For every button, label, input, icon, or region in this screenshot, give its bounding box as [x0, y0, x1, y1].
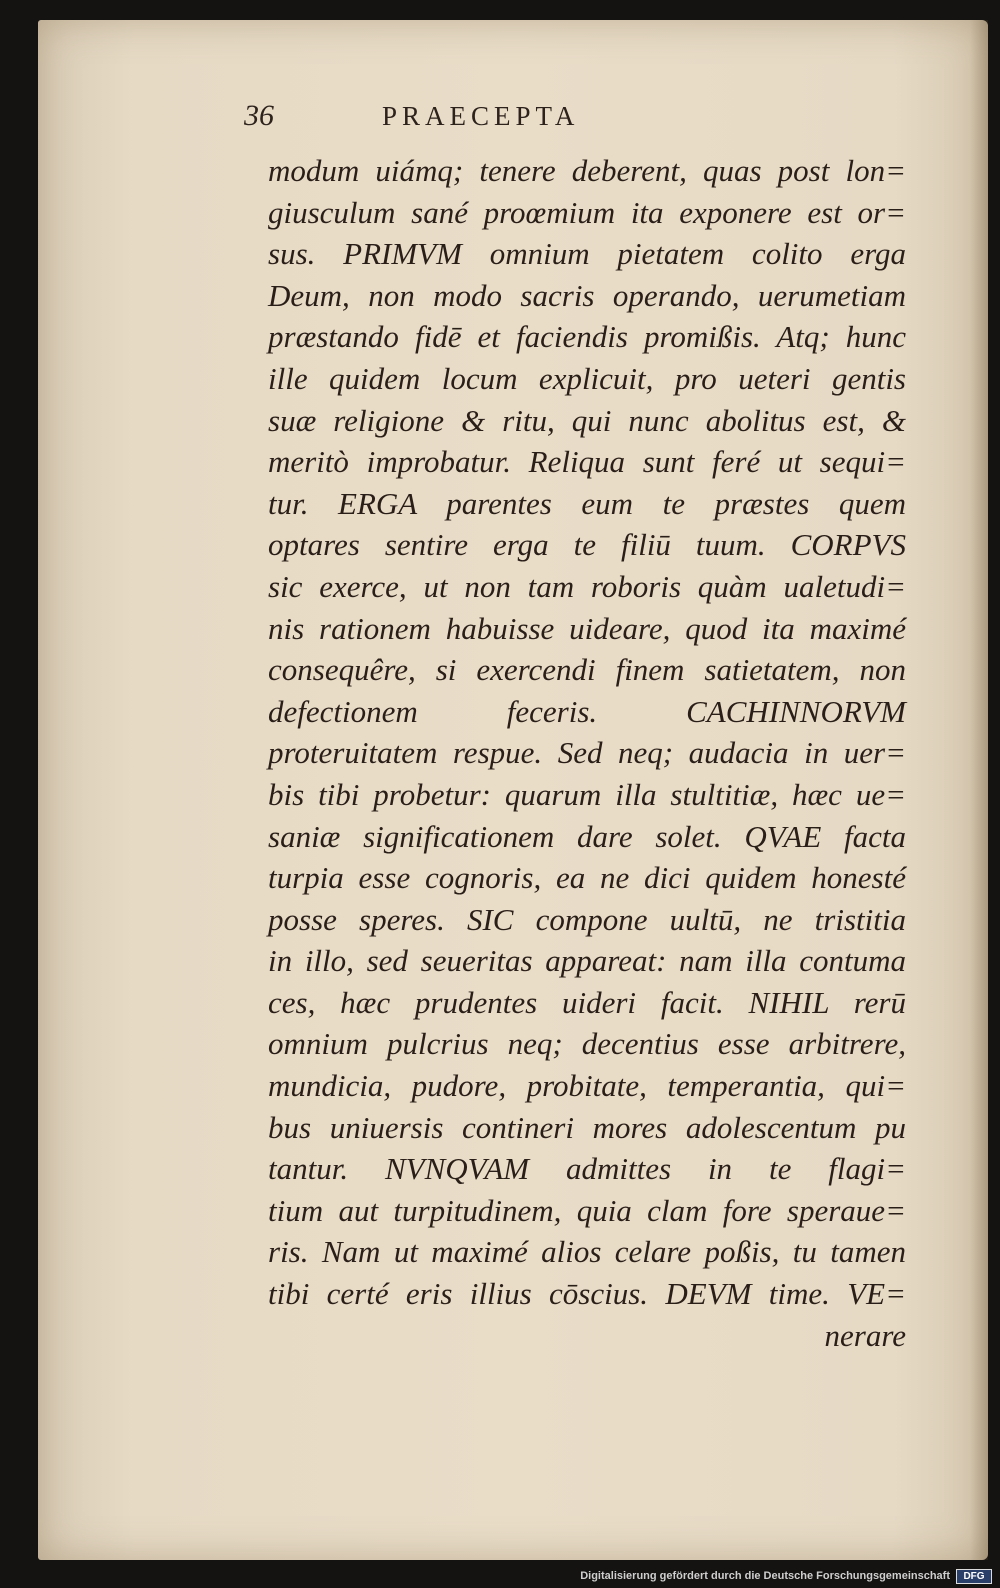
- text-line: proteruitatem respue. Sed neq; audacia in uer=: [268, 735, 906, 771]
- page-number: 36: [244, 99, 274, 132]
- text-line: defectionem feceris. CACHINNORVM: [268, 693, 906, 729]
- text-line: bis tibi probetur: quarum illa stultitiæ, hæc ue=: [268, 776, 906, 812]
- text-line: tium aut turpitudinem, quia clam fore speraue=: [268, 1192, 906, 1228]
- text-line: bus uniuersis contineri mores adolescentum pu: [268, 1109, 906, 1145]
- text-line: tibi certé eris illius cōscius. DEVM time. VE=: [268, 1276, 906, 1312]
- digitization-credit: Digitalisierung gefördert durch die Deutsche Forschungsgemeinschaft: [580, 1570, 950, 1582]
- running-head: PRAECEPTA: [382, 101, 580, 131]
- text-line: meritò improbatur. Reliqua sunt feré ut sequi=: [268, 444, 906, 480]
- text-line: Deum, non modo sacris operando, uerumetiam: [268, 277, 906, 313]
- text-line: ille quidem locum explicuit, pro ueteri gentis: [268, 360, 906, 396]
- text-line: consequêre, si exercendi finem satietatem, non: [268, 652, 906, 688]
- text-line: in illo, sed seueritas appareat: nam illa contuma: [268, 943, 906, 979]
- text-line: præstando fidē et faciendis promißis. Atq; hunc: [268, 319, 906, 355]
- body-text: [268, 150, 906, 1356]
- text-line: sic exerce, ut non tam roboris quàm ualetudi=: [268, 568, 906, 604]
- text-line: ris. Nam ut maximé alios celare poßis, tu tamen: [268, 1234, 906, 1270]
- catchword: nerare: [824, 1317, 906, 1353]
- text-line: suæ religione & ritu, qui nunc abolitus est, &: [268, 402, 906, 438]
- text-line: nis rationem habuisse uideare, quod ita maximé: [268, 610, 906, 646]
- text-line: ces, hæc prudentes uideri facit. NIHIL rerū: [268, 984, 906, 1020]
- text-line: mundicia, pudore, probitate, temperantia, qui=: [268, 1068, 906, 1104]
- text-line: saniæ significationem dare solet. QVAE facta: [268, 818, 906, 854]
- text-line: tantur. NVNQVAM admittes in te flagi=: [268, 1151, 906, 1187]
- text-line: optares sentire erga te filiū tuum. CORPVS: [268, 527, 906, 563]
- page-edge-shadow: [970, 20, 988, 1560]
- text-line: turpia esse cognoris, ea ne dici quidem honesté: [268, 860, 906, 896]
- text-line: tur. ERGA parentes eum te præstes quem: [268, 485, 906, 521]
- text-line: giusculum sané proœmium ita exponere est or=: [268, 194, 906, 230]
- text-line: sus. PRIMVM omnium pietatem colito erga: [268, 236, 906, 272]
- text-line: omnium pulcrius neq; decentius esse arbitrere,: [268, 1026, 906, 1062]
- text-line: modum uiámq; tenere deberent, quas post lon=: [268, 153, 906, 188]
- text-line: posse speres. SIC compone uultū, ne tristitia: [268, 901, 906, 937]
- dfg-logo: DFG: [956, 1569, 992, 1584]
- page-header: [244, 96, 714, 136]
